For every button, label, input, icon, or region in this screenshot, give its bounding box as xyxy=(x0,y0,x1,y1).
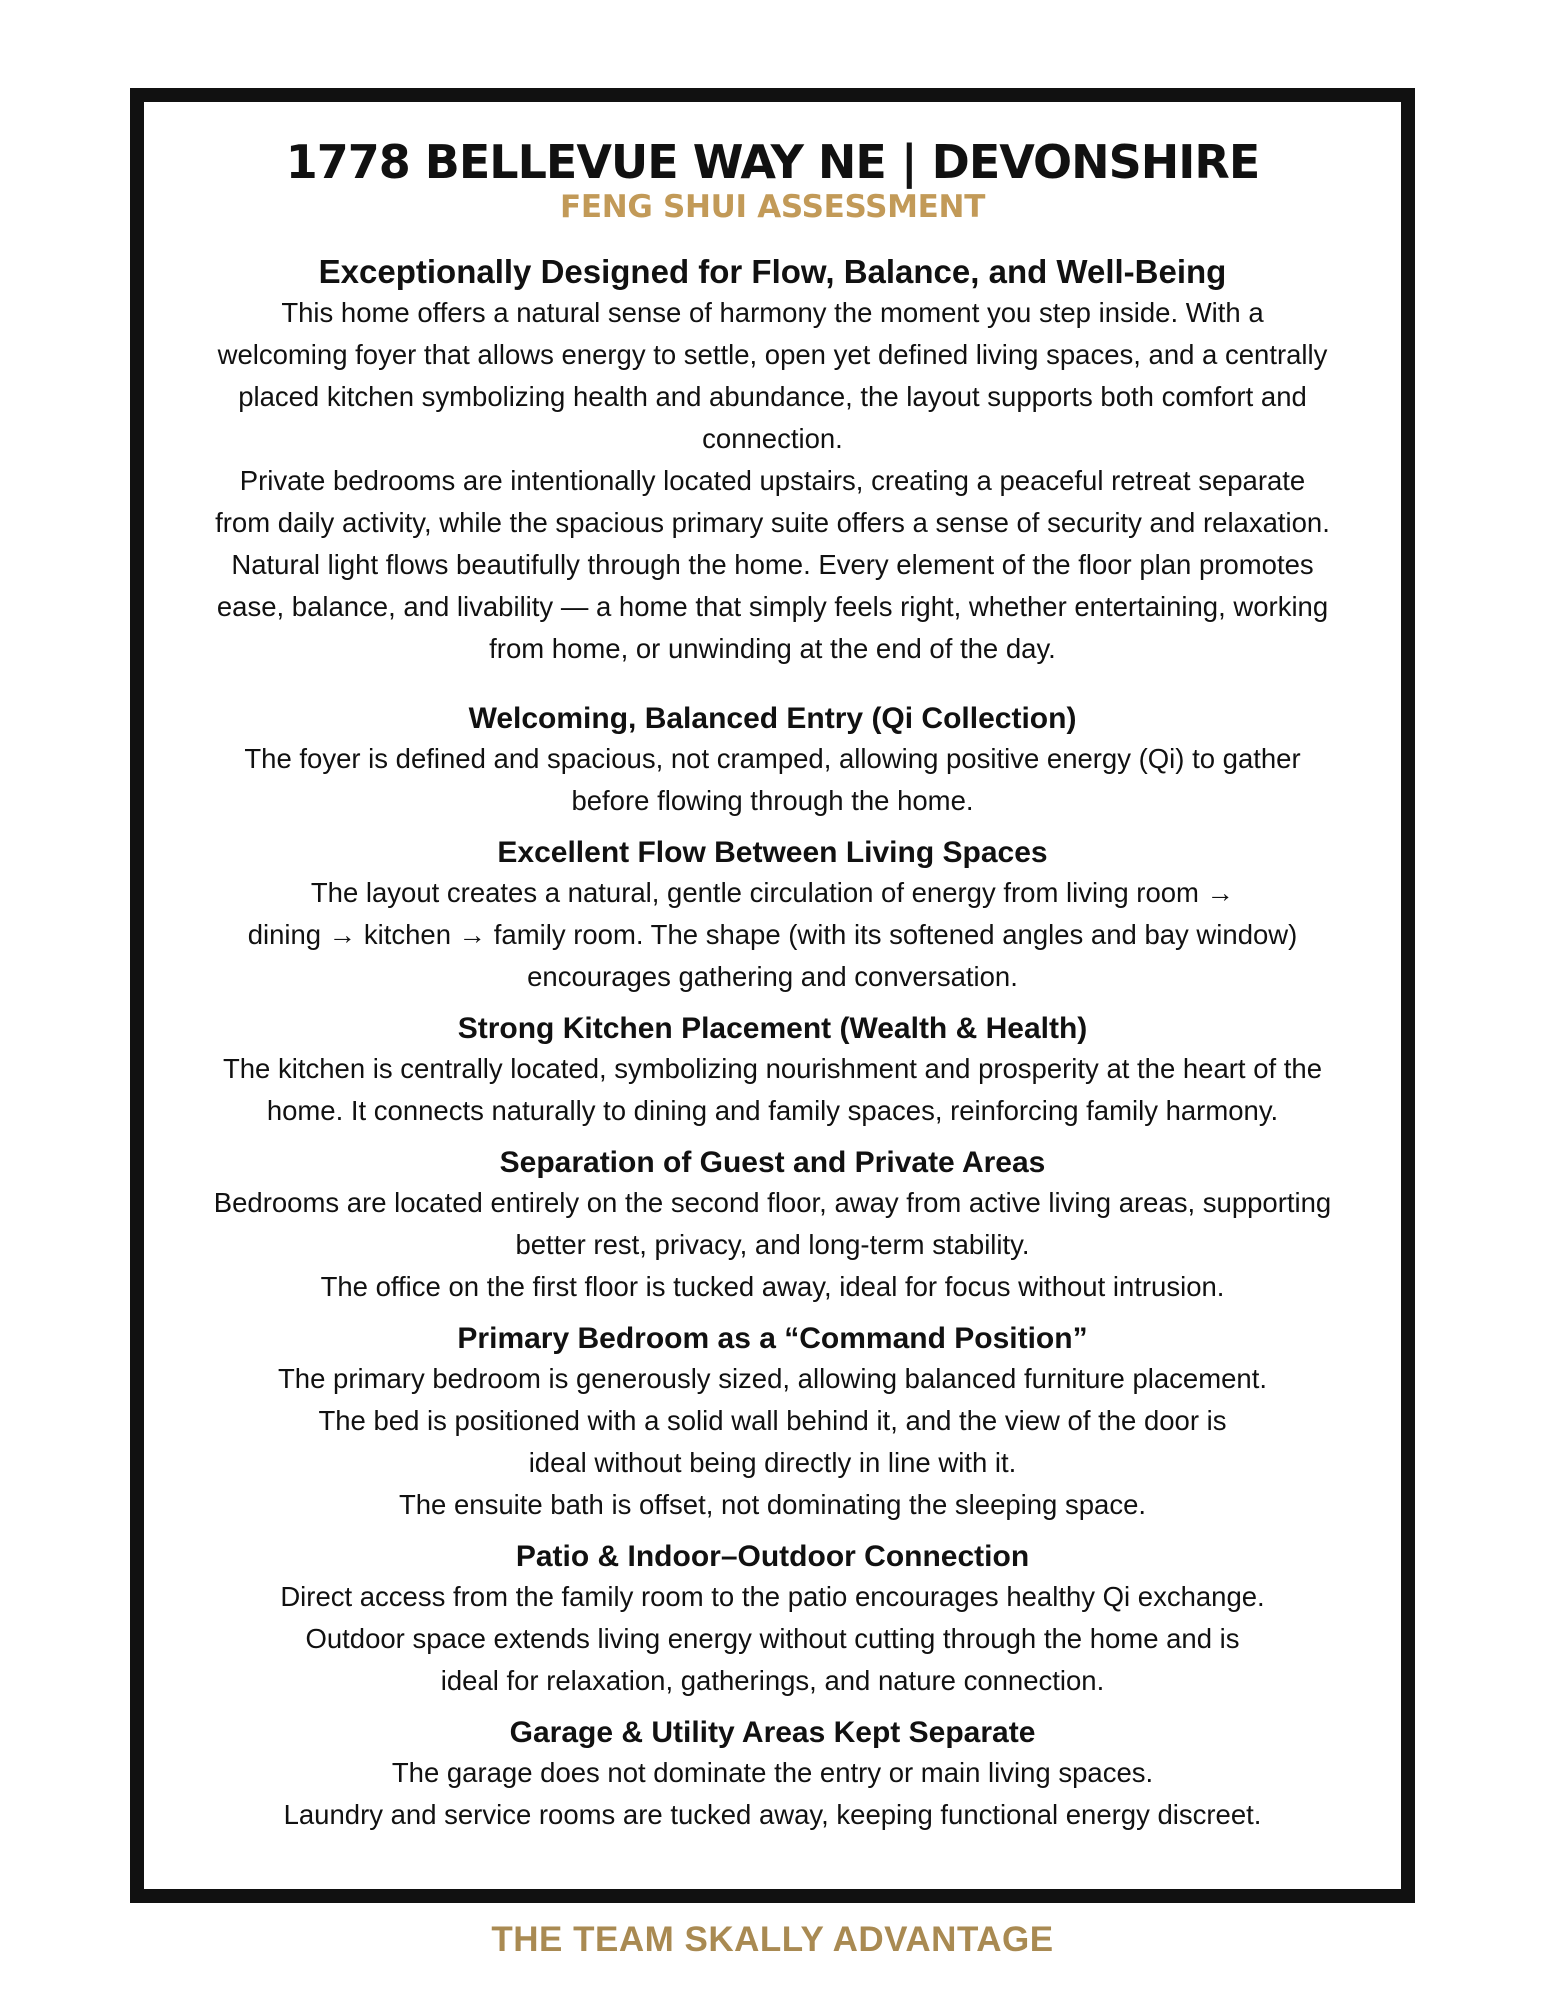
section-text xyxy=(156,1048,1389,1132)
section-line: The kitchen is centrally located, symbolizing nourishment and prosperity at the heart of the xyxy=(222,1053,1323,1084)
section-line: The garage does not dominate the entry or main living spaces. xyxy=(391,1757,1154,1788)
section-line: The office on the first floor is tucked away, ideal for focus without intrusion. xyxy=(320,1271,1225,1302)
document-frame xyxy=(130,88,1415,1903)
section-line: home. It connects naturally to dining and family spaces, reinforcing family harmony. xyxy=(266,1095,1279,1126)
section-line: dining → kitchen → family room. The shape (with its softened angles and bay window) xyxy=(247,919,1298,950)
section-guest-private xyxy=(156,1144,1389,1308)
section-living-flow xyxy=(156,834,1389,998)
section-line: encourages gathering and conversation. xyxy=(527,961,1018,992)
section-heading: Patio & Indoor–Outdoor Connection xyxy=(515,1540,1030,1573)
section-heading: Garage & Utility Areas Kept Separate xyxy=(509,1716,1036,1749)
intro-paragraph xyxy=(156,292,1389,670)
section-line: The layout creates a natural, gentle circulation of energy from living room → xyxy=(310,877,1235,908)
intro-line: connection. xyxy=(702,423,843,454)
section-line: Bedrooms are located entirely on the second floor, away from active living areas, supporting xyxy=(213,1187,1332,1218)
section-primary-bedroom xyxy=(156,1320,1389,1526)
section-line: ideal without being directly in line with it. xyxy=(528,1447,1017,1478)
intro-line: welcoming foyer that allows energy to settle, open yet defined living spaces, and a centrally xyxy=(217,339,1328,370)
intro-line: from daily activity, while the spacious primary suite offers a sense of security and relaxation. xyxy=(215,507,1330,538)
section-line: Direct access from the family room to the patio encourages healthy Qi exchange. xyxy=(280,1581,1265,1612)
section-heading: Separation of Guest and Private Areas xyxy=(499,1146,1046,1179)
section-heading: Excellent Flow Between Living Spaces xyxy=(497,836,1048,869)
section-text xyxy=(156,738,1389,822)
section-line: The primary bedroom is generously sized, allowing balanced furniture placement. xyxy=(278,1363,1267,1394)
section-line: Outdoor space extends living energy without cutting through the home and is xyxy=(305,1623,1240,1654)
section-heading: Strong Kitchen Placement (Wealth & Health) xyxy=(457,1012,1088,1045)
section-garage-utility xyxy=(156,1714,1389,1836)
section-line: Laundry and service rooms are tucked away, keeping functional energy discreet. xyxy=(283,1799,1262,1830)
document-content xyxy=(156,136,1389,1836)
section-kitchen-placement xyxy=(156,1010,1389,1132)
section-text xyxy=(156,1358,1389,1526)
section-patio xyxy=(156,1538,1389,1702)
footer-brand: THE TEAM SKALLY ADVANTAGE xyxy=(491,1920,1054,1959)
section-text xyxy=(156,872,1389,998)
section-heading: Welcoming, Balanced Entry (Qi Collection) xyxy=(468,702,1077,735)
section-line: The foyer is defined and spacious, not cramped, allowing positive energy (Qi) to gather xyxy=(244,743,1301,774)
section-line: The ensuite bath is offset, not dominating the sleeping space. xyxy=(398,1489,1147,1520)
section-heading: Primary Bedroom as a “Command Position” xyxy=(457,1322,1088,1355)
page-title: 1778 BELLEVUE WAY NE | DEVONSHIRE xyxy=(285,135,1260,189)
section-text xyxy=(156,1576,1389,1702)
page-subtitle: FENG SHUI ASSESSMENT xyxy=(559,189,986,225)
intro-line: placed kitchen symbolizing health and abundance, the layout supports both comfort and xyxy=(238,381,1307,412)
intro-line: This home offers a natural sense of harmony the moment you step inside. With a xyxy=(281,297,1264,328)
section-text xyxy=(156,1182,1389,1308)
intro-line: ease, balance, and livability — a home that simply feels right, whether entertaining, working xyxy=(216,591,1329,622)
intro-line: Natural light flows beautifully through the home. Every element of the floor plan promotes xyxy=(231,549,1314,580)
section-line: before flowing through the home. xyxy=(571,785,974,816)
intro-line: from home, or unwinding at the end of the day. xyxy=(489,633,1056,664)
intro-line: Private bedrooms are intentionally located upstairs, creating a peaceful retreat separate xyxy=(239,465,1306,496)
section-text xyxy=(156,1752,1389,1836)
section-line: The bed is positioned with a solid wall behind it, and the view of the door is xyxy=(318,1405,1227,1436)
section-line: better rest, privacy, and long-term stability. xyxy=(515,1229,1030,1260)
section-line: ideal for relaxation, gatherings, and nature connection. xyxy=(440,1665,1105,1696)
intro-heading: Exceptionally Designed for Flow, Balance, and Well-Being xyxy=(318,253,1227,290)
section-welcoming-entry xyxy=(156,700,1389,822)
